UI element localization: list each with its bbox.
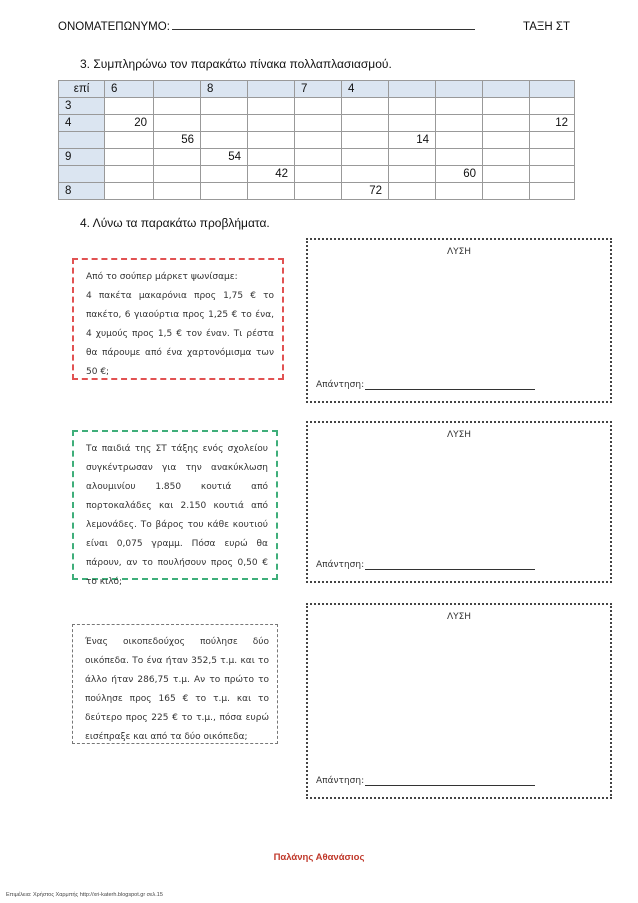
table-cell[interactable] (201, 132, 248, 149)
solution-box-2[interactable] (306, 421, 612, 583)
table-cell[interactable] (483, 183, 530, 200)
name-label: ΟΝΟΜΑΤΕΠΩΝΥΜΟ: (58, 21, 170, 33)
table-cell[interactable] (248, 115, 295, 132)
table-cell: 20 (105, 115, 154, 132)
column-header[interactable] (483, 81, 530, 98)
multiplication-table (58, 80, 575, 200)
table-cell[interactable] (295, 115, 342, 132)
table-row (59, 132, 575, 149)
table-cell[interactable] (342, 166, 389, 183)
table-cell[interactable] (389, 115, 436, 132)
table-cell[interactable] (295, 183, 342, 200)
table-cell[interactable] (342, 149, 389, 166)
table-cell[interactable] (483, 149, 530, 166)
table-cell[interactable] (483, 166, 530, 183)
table-cell[interactable] (530, 98, 575, 115)
answer-line[interactable] (316, 380, 535, 390)
table-cell[interactable] (342, 115, 389, 132)
grade-label: ΤΑΞΗ ΣΤ (523, 21, 570, 33)
row-header[interactable] (59, 132, 105, 149)
table-cell: 72 (342, 183, 389, 200)
table-cell[interactable] (248, 183, 295, 200)
table-cell[interactable] (530, 132, 575, 149)
table-cell[interactable] (530, 149, 575, 166)
table-row (59, 149, 575, 166)
row-header[interactable] (59, 166, 105, 183)
table-row (59, 183, 575, 200)
table-cell[interactable] (154, 183, 201, 200)
solution-box-1[interactable] (306, 238, 612, 403)
table-cell[interactable] (436, 132, 483, 149)
column-header[interactable] (154, 81, 201, 98)
table-cell[interactable] (248, 98, 295, 115)
name-field[interactable] (172, 20, 475, 30)
table-cell[interactable] (389, 149, 436, 166)
table-cell[interactable] (389, 166, 436, 183)
table-cell[interactable] (436, 98, 483, 115)
table-cell[interactable] (295, 149, 342, 166)
source-credit: Επιμέλεια: Χρήστος Χαρμπής http://xri-katerh.blogspot.gr σελ.15 (6, 892, 163, 898)
table-cell[interactable] (483, 115, 530, 132)
answer-line[interactable] (316, 560, 535, 570)
table-cell[interactable] (295, 166, 342, 183)
table-cell[interactable] (436, 149, 483, 166)
column-header: 4 (342, 81, 389, 98)
table-cell[interactable] (105, 166, 154, 183)
table-cell[interactable] (483, 98, 530, 115)
table-header-row (59, 81, 575, 98)
problem-2-text: Τα παιδιά της ΣΤ τάξης ενός σχολείου συγκέντρωσαν για την ανακύκλωση αλουμινίου 1.850 κουτιά από πορτοκαλάδες και 2.150 κουτιά από λεμονάδες. Το βάρος του κάθε κουτιού είναι 0,075 γραμμ. Πόσα ευρώ θα πάρουν, αν το πουλήσουν προς 0,50 € το κιλό; (86, 444, 268, 587)
solution-label: ΛΥΣΗ (446, 247, 472, 257)
page-header (58, 20, 570, 33)
row-header: 9 (59, 149, 105, 166)
table-cell: 60 (436, 166, 483, 183)
table-cell[interactable] (483, 132, 530, 149)
table-cell[interactable] (201, 183, 248, 200)
table-cell[interactable] (154, 115, 201, 132)
table-row (59, 98, 575, 115)
table-cell[interactable] (436, 115, 483, 132)
table-cell[interactable] (295, 98, 342, 115)
table-row (59, 166, 575, 183)
table-cell[interactable] (154, 149, 201, 166)
answer-label: Απάντηση: (316, 560, 365, 570)
table-cell: 12 (530, 115, 575, 132)
table-cell[interactable] (530, 183, 575, 200)
problem-3-box (72, 624, 278, 744)
table-cell[interactable] (201, 98, 248, 115)
table-cell[interactable] (105, 183, 154, 200)
table-cell[interactable] (530, 166, 575, 183)
table-cell[interactable] (105, 98, 154, 115)
problem-1-text: 4 πακέτα μακαρόνια προς 1,75 € το πακέτο, 6 γιαούρτια προς 1,25 € το ένα, 4 χυμούς προς 1,5 € τον έναν. Τι ρέστα θα πάρουμε από ένα χαρτονόμισμα των 50 €; (86, 291, 274, 377)
column-header[interactable] (248, 81, 295, 98)
table-row (59, 115, 575, 132)
column-header: 8 (201, 81, 248, 98)
problem-3-text: Ένας οικοπεδούχος πούλησε δύο οικόπεδα. Το ένα ήταν 352,5 τ.μ. και το άλλο ήταν 286,75 τ.μ. Αν το πρώτο το πούλησε προς 165 € το τ.μ. και το δεύτερο προς 225 € το τ.μ., πόσα ευρώ εισέπραξε και από τα δύο οικόπεδα; (85, 637, 269, 742)
table-cell[interactable] (295, 132, 342, 149)
table-cell[interactable] (154, 98, 201, 115)
answer-label: Απάντηση: (316, 776, 365, 786)
row-header: 3 (59, 98, 105, 115)
table-cell[interactable] (342, 98, 389, 115)
table-cell[interactable] (389, 183, 436, 200)
column-header[interactable] (389, 81, 436, 98)
column-header[interactable] (530, 81, 575, 98)
column-header: 7 (295, 81, 342, 98)
answer-label: Απάντηση: (316, 380, 365, 390)
row-header: 8 (59, 183, 105, 200)
exercise-4-title: 4. Λύνω τα παρακάτω προβλήματα. (80, 216, 270, 230)
table-cell[interactable] (201, 166, 248, 183)
table-cell: 42 (248, 166, 295, 183)
solution-label: ΛΥΣΗ (446, 612, 472, 622)
column-header: 6 (105, 81, 154, 98)
row-header: 4 (59, 115, 105, 132)
table-cell[interactable] (154, 166, 201, 183)
table-cell[interactable] (342, 132, 389, 149)
table-cell[interactable] (105, 149, 154, 166)
table-cell: 56 (154, 132, 201, 149)
table-cell[interactable] (105, 132, 154, 149)
table-cell[interactable] (389, 98, 436, 115)
corner-cell: επί (59, 81, 105, 98)
solution-label: ΛΥΣΗ (446, 430, 472, 440)
answer-line[interactable] (316, 776, 535, 786)
table-cell: 54 (201, 149, 248, 166)
problem-1-box (72, 258, 284, 380)
exercise-3-title: 3. Συμπληρώνω τον παρακάτω πίνακα πολλαπλασιασμού. (80, 57, 392, 71)
author-name: Παλάνης Αθανάσιος (273, 852, 365, 863)
table-cell[interactable] (436, 183, 483, 200)
column-header[interactable] (436, 81, 483, 98)
problem-2-box (72, 430, 278, 587)
problem-1-line-1: Από το σούπερ μάρκετ ψωνίσαμε: (86, 272, 238, 282)
table-cell: 14 (389, 132, 436, 149)
table-cell[interactable] (248, 132, 295, 149)
table-cell[interactable] (248, 149, 295, 166)
solution-box-3[interactable] (306, 603, 612, 799)
table-cell[interactable] (201, 115, 248, 132)
